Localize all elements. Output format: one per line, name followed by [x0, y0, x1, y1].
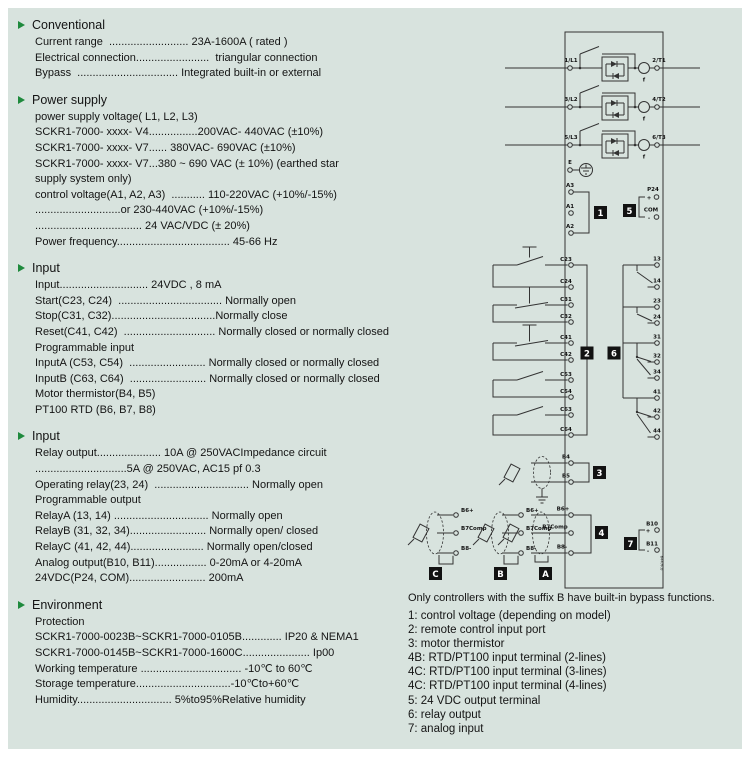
section-bullet-icon	[18, 432, 25, 440]
section-header	[18, 429, 410, 443]
spec-column	[18, 18, 410, 719]
terminal-label: 41	[653, 389, 661, 396]
phase-wiring	[505, 47, 700, 82]
section-conventional	[18, 18, 410, 82]
terminal-label: B5	[561, 473, 571, 480]
terminal-label: B8-	[461, 546, 472, 552]
spec-line: Protection	[35, 615, 85, 628]
spec-line: Programmable input	[35, 341, 135, 354]
spec-line: Operating relay(23, 24) ............................... Normally open	[35, 478, 323, 491]
terminal-label: C32	[560, 314, 572, 320]
legend-item: 4C: RTD/PT100 input terminal (4-lines)	[408, 680, 607, 693]
section-environment	[18, 598, 410, 709]
terminal-label: 34	[653, 369, 661, 376]
terminal-label: 4/T2	[652, 97, 666, 103]
legend-number: 4	[598, 528, 605, 539]
legend-item: 7: analog input	[408, 722, 484, 735]
terminal-label: COM	[643, 207, 659, 214]
section-title: Conventional	[32, 18, 105, 32]
section-title: Input	[32, 261, 60, 276]
control-voltage-terminals	[566, 183, 607, 235]
spec-line: RelayB (31, 32, 34)......................... Normally open/ closed	[35, 525, 319, 538]
terminal-label: A2	[565, 224, 575, 230]
rtd-variant-c	[408, 508, 487, 580]
spec-line: ................................... 24 VAC/VDC (± 20%)	[35, 219, 250, 232]
spec-line: supply system only)	[35, 173, 132, 186]
polarity-label: +	[646, 195, 652, 202]
section-power-supply	[18, 93, 410, 250]
spec-line: PT100 RTD (B6, B7, B8)	[35, 403, 156, 416]
spec-line: SCKR1-7000- xxxx- V4................200VAC- 440VAC (±10%)	[35, 126, 324, 139]
terminal-label: 2/T1	[652, 58, 666, 64]
terminal-label: B6+	[556, 506, 570, 513]
terminal-label: B10	[646, 521, 658, 528]
terminal-label: 6/T3	[652, 135, 666, 141]
terminal-label: 31	[653, 334, 661, 341]
terminal-label: C63	[560, 407, 572, 413]
legend-item: 6: relay output	[408, 708, 481, 721]
spec-line: SCKR1-7000-0023B~SCKR1-7000-0105B............. IP20 & NEMA1	[35, 631, 359, 644]
terminal-label: B8-	[526, 546, 537, 552]
terminal-label: B6+	[526, 508, 539, 514]
section-title: Input	[32, 429, 60, 444]
terminal-label: 3/L2	[564, 97, 578, 103]
spec-line: 24VDC(P24, COM)......................... 200mA	[35, 572, 244, 585]
reset-button-symbol	[493, 325, 568, 360]
earth-terminal	[568, 160, 593, 177]
drawing-code: 6447F.0	[659, 555, 665, 571]
terminal-label: 23	[653, 298, 661, 305]
legend-number: 2	[584, 349, 590, 360]
polarity-label: -	[647, 215, 651, 222]
terminal-label: C41	[560, 335, 572, 341]
spec-line: control voltage(A1, A2, A3) ........... 110-220VAC (+10%/-15%)	[35, 188, 337, 201]
legend-number: 5	[626, 206, 633, 217]
relay-output-contacts	[608, 257, 661, 440]
terminal-label: A3	[565, 183, 575, 189]
spec-line: Reset(C41, C42) .............................. Normally closed or normally closed	[35, 325, 389, 338]
terminal-label: B7Comp	[526, 526, 552, 532]
terminal-label: B7Comp	[542, 524, 568, 531]
terminal-label: C53	[560, 372, 572, 378]
legend-notes	[408, 592, 744, 736]
spec-line: SCKR1-7000-0145B~SCKR1-7000-1600C...................... Ip00	[35, 647, 335, 659]
phase-wiring	[505, 124, 700, 159]
spec-line: SCKR1-7000- xxxx- V7...380 ~ 690 VAC (± 10%) (earthed star	[35, 157, 339, 170]
spec-line: RelayA (13, 14) ............................... Normally open	[35, 509, 283, 522]
section-bullet-icon	[18, 21, 25, 29]
legend-number: 3	[596, 468, 603, 479]
terminal-label: 44	[653, 428, 661, 435]
spec-line: ..............................5A @ 250VAC, AC15 pf 0.3	[35, 463, 261, 476]
start-button-symbol	[493, 247, 568, 287]
legend-intro: Only controllers with the suffix B have built-in bypass functions.	[408, 592, 715, 604]
section-bullet-icon	[18, 601, 25, 609]
polarity-label: +	[645, 528, 651, 535]
terminal-label: B8-	[556, 544, 568, 551]
terminal-label: E	[568, 160, 572, 166]
spec-line: Start(C23, C24) .................................. Normally open	[35, 294, 297, 307]
spec-line: Working temperature ................................. -10℃ to 60℃	[35, 662, 313, 675]
spec-line: Electrical connection........................ triangular connection	[35, 51, 318, 64]
wiring-diagram	[405, 26, 750, 596]
analog-output-terminals	[624, 522, 659, 555]
section-input-control	[18, 261, 410, 418]
spec-line: Relay output..................... 10A @ 250VACImpedance circuit	[35, 447, 327, 460]
spec-line: InputB (C63, C64) ......................... Normally closed or normally closed	[35, 372, 380, 385]
spec-line: Motor thermistor(B4, B5)	[35, 388, 156, 401]
terminal-label: C64	[560, 427, 572, 433]
section-title: Environment	[32, 597, 103, 612]
spec-line: SCKR1-7000- xxxx- V7...... 380VAC- 690VAC (±10%)	[35, 141, 296, 154]
legend-number: 7	[627, 539, 634, 550]
section-bullet-icon	[18, 96, 25, 104]
terminal-label: B6+	[461, 508, 474, 514]
terminal-label: 32	[653, 353, 661, 360]
legend-number: 1	[597, 208, 604, 219]
stop-button-symbol	[493, 287, 568, 322]
legend-item: 2: remote control input port	[408, 624, 546, 637]
phase-wiring	[505, 86, 700, 121]
terminal-label: P24	[647, 187, 659, 193]
polarity-label: -	[646, 548, 650, 555]
section-output	[18, 429, 410, 586]
section-header	[18, 18, 410, 32]
legend-item: 5: 24 VDC output terminal	[408, 694, 541, 707]
terminal-label: 5/L3	[564, 135, 578, 141]
legend-item: 1: control voltage (depending on model)	[408, 610, 611, 622]
vdc-output-terminals	[623, 187, 659, 222]
section-bullet-icon	[18, 264, 25, 272]
spec-line: RelayC (41, 42, 44)........................ Normally open/closed	[35, 541, 313, 554]
ground-icon	[536, 489, 548, 504]
rtd-input-terminals	[498, 507, 608, 581]
variant-letter: A	[542, 569, 549, 580]
terminal-label: 42	[653, 408, 661, 415]
ct-label: f	[642, 154, 646, 161]
section-header	[18, 261, 410, 275]
section-header	[18, 93, 410, 107]
ct-label: f	[642, 116, 646, 123]
section-title: Power supply	[32, 92, 108, 107]
spec-line: InputA (C53, C54) ......................... Normally closed or normally closed	[35, 357, 380, 370]
input-b-switch-symbol	[493, 407, 568, 436]
terminal-label: C54	[560, 389, 572, 395]
legend-number: 6	[611, 349, 617, 360]
spec-line: power supply voltage( L1, L2, L3)	[35, 110, 198, 123]
terminal-label: 1/L1	[564, 58, 578, 64]
spec-line: ............................or 230-440VAC (+10%/-15%)	[35, 204, 264, 217]
spec-line: Power frequency..................................... 45-66 Hz	[35, 235, 278, 248]
spec-line: Bypass ................................. Integrated built-in or external	[35, 67, 322, 80]
terminal-label: C23	[560, 257, 572, 263]
input-a-switch-symbol	[493, 372, 568, 398]
legend-item: 4B: RTD/PT100 input terminal (2-lines)	[408, 652, 606, 665]
terminal-label: C24	[560, 279, 572, 285]
terminal-label: B4	[561, 454, 571, 461]
terminal-label: 24	[653, 314, 661, 321]
section-header	[18, 598, 410, 612]
motor-thermistor-terminals	[499, 455, 606, 504]
variant-letter: C	[432, 569, 439, 580]
legend-item: 4C: RTD/PT100 input terminal (3-lines)	[408, 666, 607, 679]
variant-letter: B	[497, 569, 504, 580]
spec-line: Storage temperature...............................-10℃to+60℃	[35, 678, 300, 691]
spec-line: Input............................. 24VDC , 8 mA	[35, 279, 222, 292]
spec-line: Stop(C31, C32)..................................Normally close	[35, 310, 288, 323]
spec-line: Humidity............................... 5%to95%Relative humidity	[35, 693, 306, 706]
terminal-label: B7Comp	[461, 526, 487, 532]
terminal-label: A1	[565, 204, 575, 210]
legend-item: 3: motor thermistor	[408, 638, 505, 651]
spec-line: Current range .......................... 23A-1600A ( rated )	[35, 36, 288, 48]
terminal-label: C31	[560, 297, 572, 303]
terminal-label: 14	[653, 278, 661, 285]
terminal-label: B11	[646, 541, 658, 548]
ct-label: f	[642, 77, 646, 84]
terminal-label: C42	[560, 352, 572, 358]
spec-line: Programmable output	[35, 494, 141, 507]
ground-icon	[581, 165, 591, 175]
thermistor-icon	[504, 464, 520, 482]
terminal-label: 13	[653, 256, 661, 263]
spec-line: Analog output(B10, B11)................. 0-20mA or 4-20mA	[35, 556, 302, 569]
